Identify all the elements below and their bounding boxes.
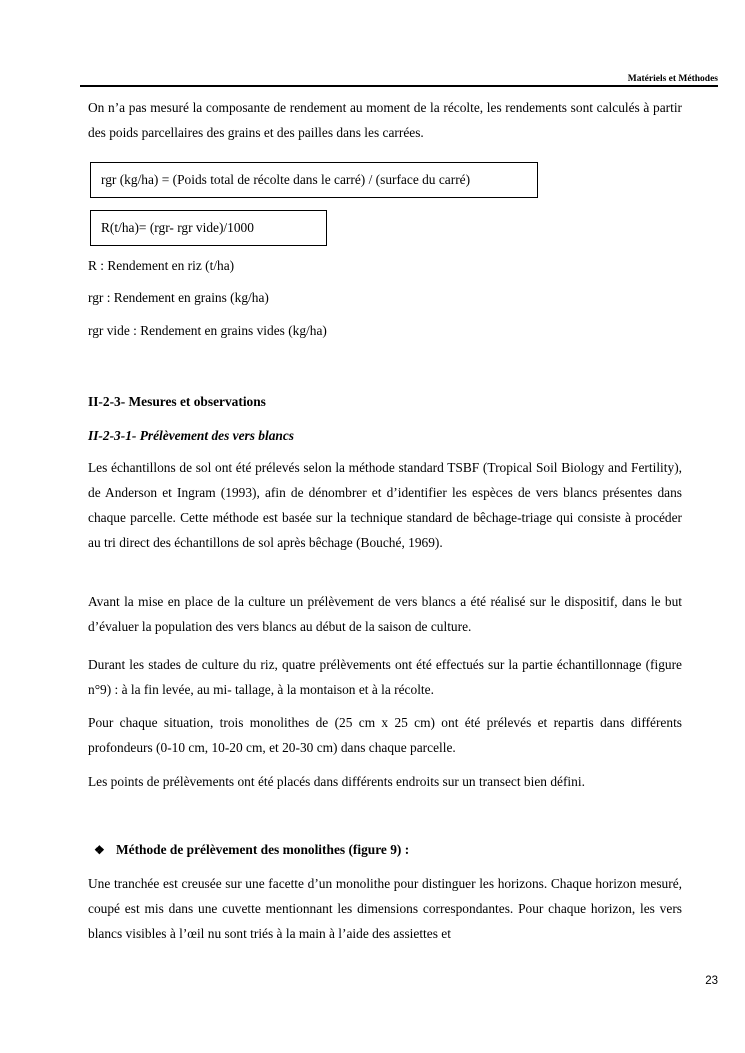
bullet-heading xyxy=(88,837,682,863)
paragraph-tsbf-method: Les échantillons de sol ont été prélevés selon la méthode standard TSBF (Tropical Soil Biology and Fertility), de Anderson et Ingram (1993), afin de dénombrer et d’identifier les espèces de vers blancs présentes dans chaque parcelle. Cette méthode est basée sur la technique standard de bêchage-triage qui consiste à procéder au tri direct des échantillons de sol après bêchage (Bouché, 1969). xyxy=(88,460,682,550)
intro-paragraph: On n’a pas mesuré la composante de rendement au moment de la récolte, les rendements sont calculés à partir des poids parcellaires des grains et des pailles dans les carrées. xyxy=(88,100,682,140)
page-header-title: Matériels et Méthodes xyxy=(627,74,718,84)
paragraph-sampling-points: Les points de prélèvements ont été placés dans différents endroits sur un transect bien défini. xyxy=(88,774,585,789)
paragraph-trench: Une tranchée est creusée sur une facette d’un monolithe pour distinguer les horizons. Chaque horizon mesuré, coupé est mis dans une cuvette mentionnant les dimensions correspondantes. Pour chaque horizon, les vers blancs visibles à l’œil nu sont triés à la main à l’aide des assiettes et xyxy=(88,876,682,941)
formula-box-rgr: rgr (kg/ha) = (Poids total de récolte dans le carré) / (surface du carré) xyxy=(90,162,538,198)
paragraph-culture-stages: Durant les stades de culture du riz, quatre prélèvements ont été effectués sur la partie échantillonnage (figure n°9) : à la fin levée, au mi- tallage, à la montaison et à la récolte. xyxy=(88,657,682,697)
page-number: 23 xyxy=(705,975,718,987)
subsection-title: II-2-3-1- Prélèvement des vers blancs xyxy=(88,428,295,443)
definition-rgr: rgr : Rendement en grains (kg/ha) xyxy=(88,290,269,305)
paragraph-monoliths: Pour chaque situation, trois monolithes de (25 cm x 25 cm) ont été prélevés et repartis dans différents profondeurs (0-10 cm, 10-20 cm, et 20-30 cm) dans chaque parcelle. xyxy=(88,715,682,755)
definition-rgr-vide: rgr vide : Rendement en grains vides (kg/ha) xyxy=(88,323,327,338)
definition-r: R : Rendement en riz (t/ha) xyxy=(88,258,235,273)
paragraph-initial-sampling: Avant la mise en place de la culture un prélèvement de vers blancs a été réalisé sur le dispositif, dans le but d’évaluer la population des vers blancs au début de la saison de culture. xyxy=(88,594,682,634)
bullet-heading-text: Méthode de prélèvement des monolithes (figure 9) : xyxy=(116,842,410,857)
formula-box-yield: R(t/ha)= (rgr- rgr vide)/1000 xyxy=(90,210,327,246)
section-title: II-2-3- Mesures et observations xyxy=(88,394,266,409)
header-rule xyxy=(80,85,718,87)
diamond-bullet-icon: ❖ xyxy=(94,843,105,857)
